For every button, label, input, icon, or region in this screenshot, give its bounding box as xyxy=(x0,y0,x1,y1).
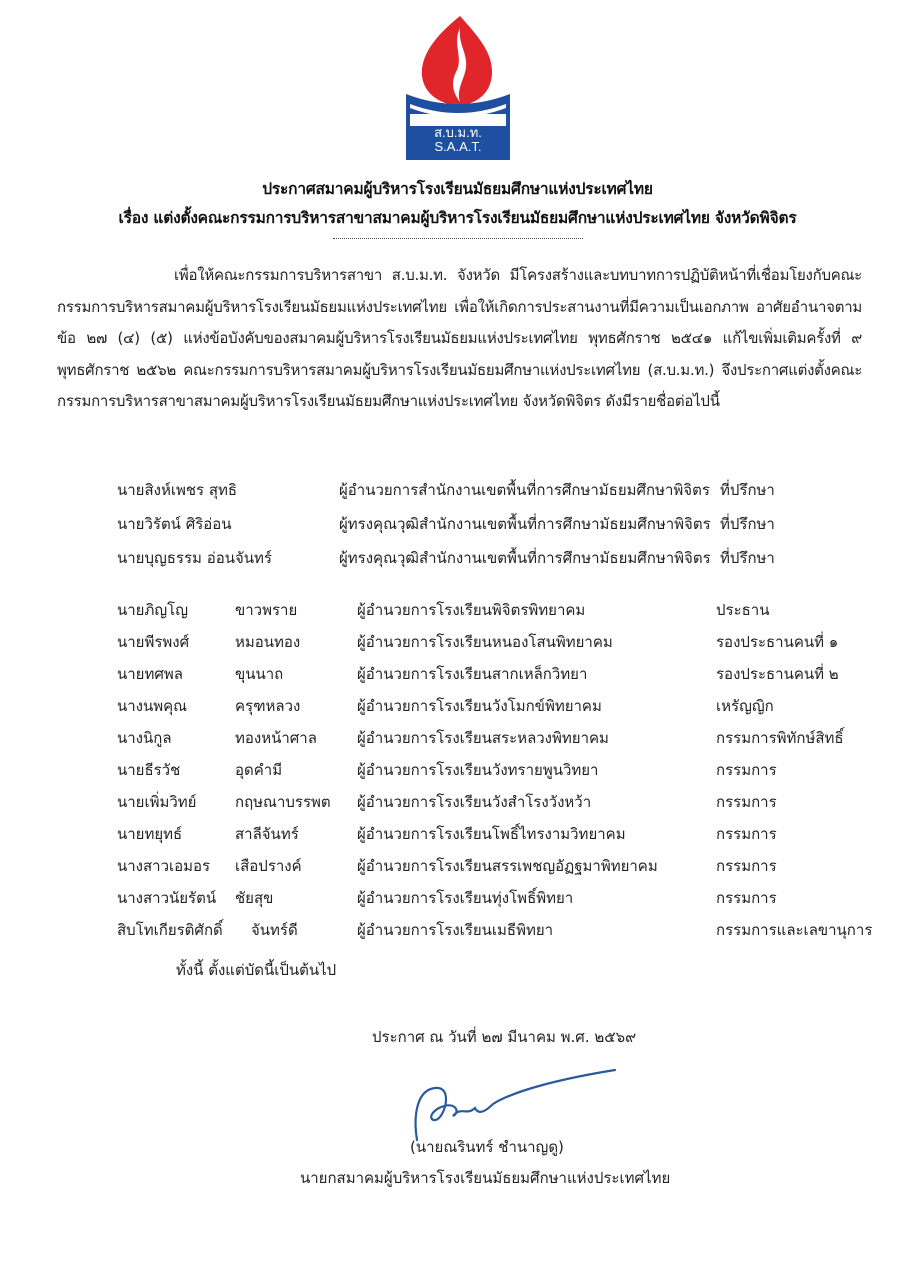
dotted-divider xyxy=(333,238,583,239)
announcement-date: ประกาศ ณ วันที่ ๒๗ มีนาคม พ.ศ. ๒๕๖๙ xyxy=(372,1028,637,1046)
advisor-position: ผู้ทรงคุณวุฒิสำนักงานเขตพื้นที่การศึกษามัธยมศึกษาพิจิตร xyxy=(339,549,711,567)
member-role: กรรมการ xyxy=(716,761,777,779)
member-last-name: ขาวพราย xyxy=(235,601,298,619)
member-first-name: นางสาวนัยรัตน์ xyxy=(117,889,217,907)
member-first-name: นางนพคุณ xyxy=(117,697,188,715)
member-role: ประธาน xyxy=(716,601,770,619)
member-position: ผู้อำนวยการโรงเรียนสากเหล็กวิทยา xyxy=(357,665,588,683)
logo-thai-abbr: ส.บ.ม.ท. xyxy=(434,125,482,140)
advisor-name: นายบุญธรรม อ่อนจันทร์ xyxy=(117,549,272,567)
advisor-position: ผู้ทรงคุณวุฒิสำนักงานเขตพื้นที่การศึกษามัธยมศึกษาพิจิตร xyxy=(339,515,711,533)
member-position: ผู้อำนวยการโรงเรียนสรรเพชญอัฏฐมาพิทยาคม xyxy=(357,857,658,875)
member-first-name: นายพีรพงศ์ xyxy=(117,633,190,651)
member-first-name: สิบโทเกียรติศักดิ์ xyxy=(117,921,223,939)
member-last-name: กฤษณาบรรพต xyxy=(235,793,331,811)
logo-eng-abbr: S.A.A.T. xyxy=(434,139,482,154)
advisor-name: นายสิงห์เพชร สุทธิ xyxy=(117,481,238,499)
member-first-name: นางสาวเอมอร xyxy=(117,857,211,875)
member-role: เหรัญญิก xyxy=(716,697,774,715)
member-first-name: นางนิกูล xyxy=(117,729,172,747)
member-role: กรรมการและเลขานุการ xyxy=(716,921,873,939)
member-role: กรรมการ xyxy=(716,857,777,875)
member-first-name: นายทศพล xyxy=(117,665,183,683)
member-last-name: จันทร์ดี xyxy=(251,921,298,939)
member-role: กรรมการ xyxy=(716,825,777,843)
advisor-row xyxy=(117,512,857,546)
member-role: รองประธานคนที่ ๑ xyxy=(716,633,839,651)
member-last-name: สาลีจันทร์ xyxy=(235,825,299,843)
member-role: รองประธานคนที่ ๒ xyxy=(716,665,839,683)
member-position: ผู้อำนวยการโรงเรียนทุ่งโพธิ์พิทยา xyxy=(357,889,574,907)
advisor-name: นายวิรัตน์ ศิริอ่อน xyxy=(117,515,232,533)
signatory-name: (นายณรินทร์ ชำนาญดู) xyxy=(410,1138,564,1156)
member-role: กรรมการ xyxy=(716,889,777,907)
logo-text xyxy=(400,126,516,154)
signatory-title: นายกสมาคมผู้บริหารโรงเรียนมัธยมศึกษาแห่งประเทศไทย xyxy=(300,1169,671,1187)
member-last-name: เสือปรางค์ xyxy=(235,857,302,875)
preamble-text: เพื่อให้คณะกรรมการบริหารสาขา ส.บ.ม.ท. จังหวัด มีโครงสร้างและบทบาทการปฏิบัติหน้าที่เชื่อมโยงกับคณะกรรมการบริหารสมาคมผู้บริหารโรงเรียนมัธยมแห่งประเทศไทย เพื่อให้เกิดการประสานงานที่มีความเป็นเอกภาพ อาศัยอำนาจตามข้อ ๒๗ (๔) (๕) แห่งข้อบังคับของสมาคมผู้บริหารโรงเรียนมัธยมแห่งประเทศไทย พุทธศักราช ๒๕๔๑ แก้ไขเพิ่มเติมครั้งที่ ๙ พุทธศักราช ๒๕๖๒ คณะกรรมการบริหารสมาคมผู้บริหารโรงเรียนมัธยมศึกษาแห่งประเทศไทย (ส.บ.ม.ท.) จึงประกาศแต่งตั้งคณะกรรมการบริหารสาขาสมาคมผู้บริหารโรงเรียนมัธยมศึกษาแห่งประเทศไทย จังหวัดพิจิตร ดังมีรายชื่อต่อไปนี้ xyxy=(57,266,862,411)
advisor-position: ผู้อำนวยการสำนักงานเขตพื้นที่การศึกษามัธยมศึกษาพิจิตร xyxy=(339,481,710,499)
preamble-paragraph xyxy=(57,260,862,418)
member-last-name: หมอนทอง xyxy=(235,633,301,651)
member-position: ผู้อำนวยการโรงเรียนพิจิตรพิทยาคม xyxy=(357,601,586,619)
member-position: ผู้อำนวยการโรงเรียนโพธิ์ไทรงามวิทยาคม xyxy=(357,825,626,843)
member-position: ผู้อำนวยการโรงเรียนหนองโสนพิทยาคม xyxy=(357,633,613,651)
member-last-name: ขุนนาถ xyxy=(235,665,284,683)
saat-logo xyxy=(400,14,516,160)
member-position: ผู้อำนวยการโรงเรียนวังสำโรงวังหว้า xyxy=(357,793,592,811)
member-role: กรรมการพิทักษ์สิทธิ์ xyxy=(716,729,844,747)
member-first-name: นายธีรวัช xyxy=(117,761,181,779)
member-first-name: นายภิญโญ xyxy=(117,601,188,619)
announcement-subject: เรื่อง แต่งตั้งคณะกรรมการบริหารสาขาสมาคมผู้บริหารโรงเรียนมัธยมศึกษาแห่งประเทศไทย จังหวัดพิจิตร xyxy=(118,209,797,227)
effective-statement: ทั้งนี้ ตั้งแต่บัดนี้เป็นต้นไป xyxy=(176,961,337,979)
advisor-row xyxy=(117,546,857,580)
member-last-name: ครุฑหลวง xyxy=(235,697,301,715)
member-last-name: ทองหน้าศาล xyxy=(235,729,317,747)
advisor-row xyxy=(117,478,857,512)
member-position: ผู้อำนวยการโรงเรียนวังโมกข์พิทยาคม xyxy=(357,697,602,715)
member-role: กรรมการ xyxy=(716,793,777,811)
advisor-role: ที่ปรึกษา xyxy=(720,481,775,499)
advisor-role: ที่ปรึกษา xyxy=(720,549,775,567)
member-last-name: ชัยสุข xyxy=(235,889,274,907)
member-first-name: นายเพิ่มวิทย์ xyxy=(117,793,197,811)
advisor-role: ที่ปรึกษา xyxy=(720,515,775,533)
member-last-name: อุดคำมี xyxy=(235,761,283,779)
announcement-title: ประกาศสมาคมผู้บริหารโรงเรียนมัธยมศึกษาแห่งประเทศไทย xyxy=(262,180,653,198)
member-position: ผู้อำนวยการโรงเรียนเมธีพิทยา xyxy=(357,921,554,939)
member-first-name: นายทยุทธ์ xyxy=(117,825,183,843)
member-position: ผู้อำนวยการโรงเรียนสระหลวงพิทยาคม xyxy=(357,729,609,747)
member-position: ผู้อำนวยการโรงเรียนวังทรายพูนวิทยา xyxy=(357,761,599,779)
